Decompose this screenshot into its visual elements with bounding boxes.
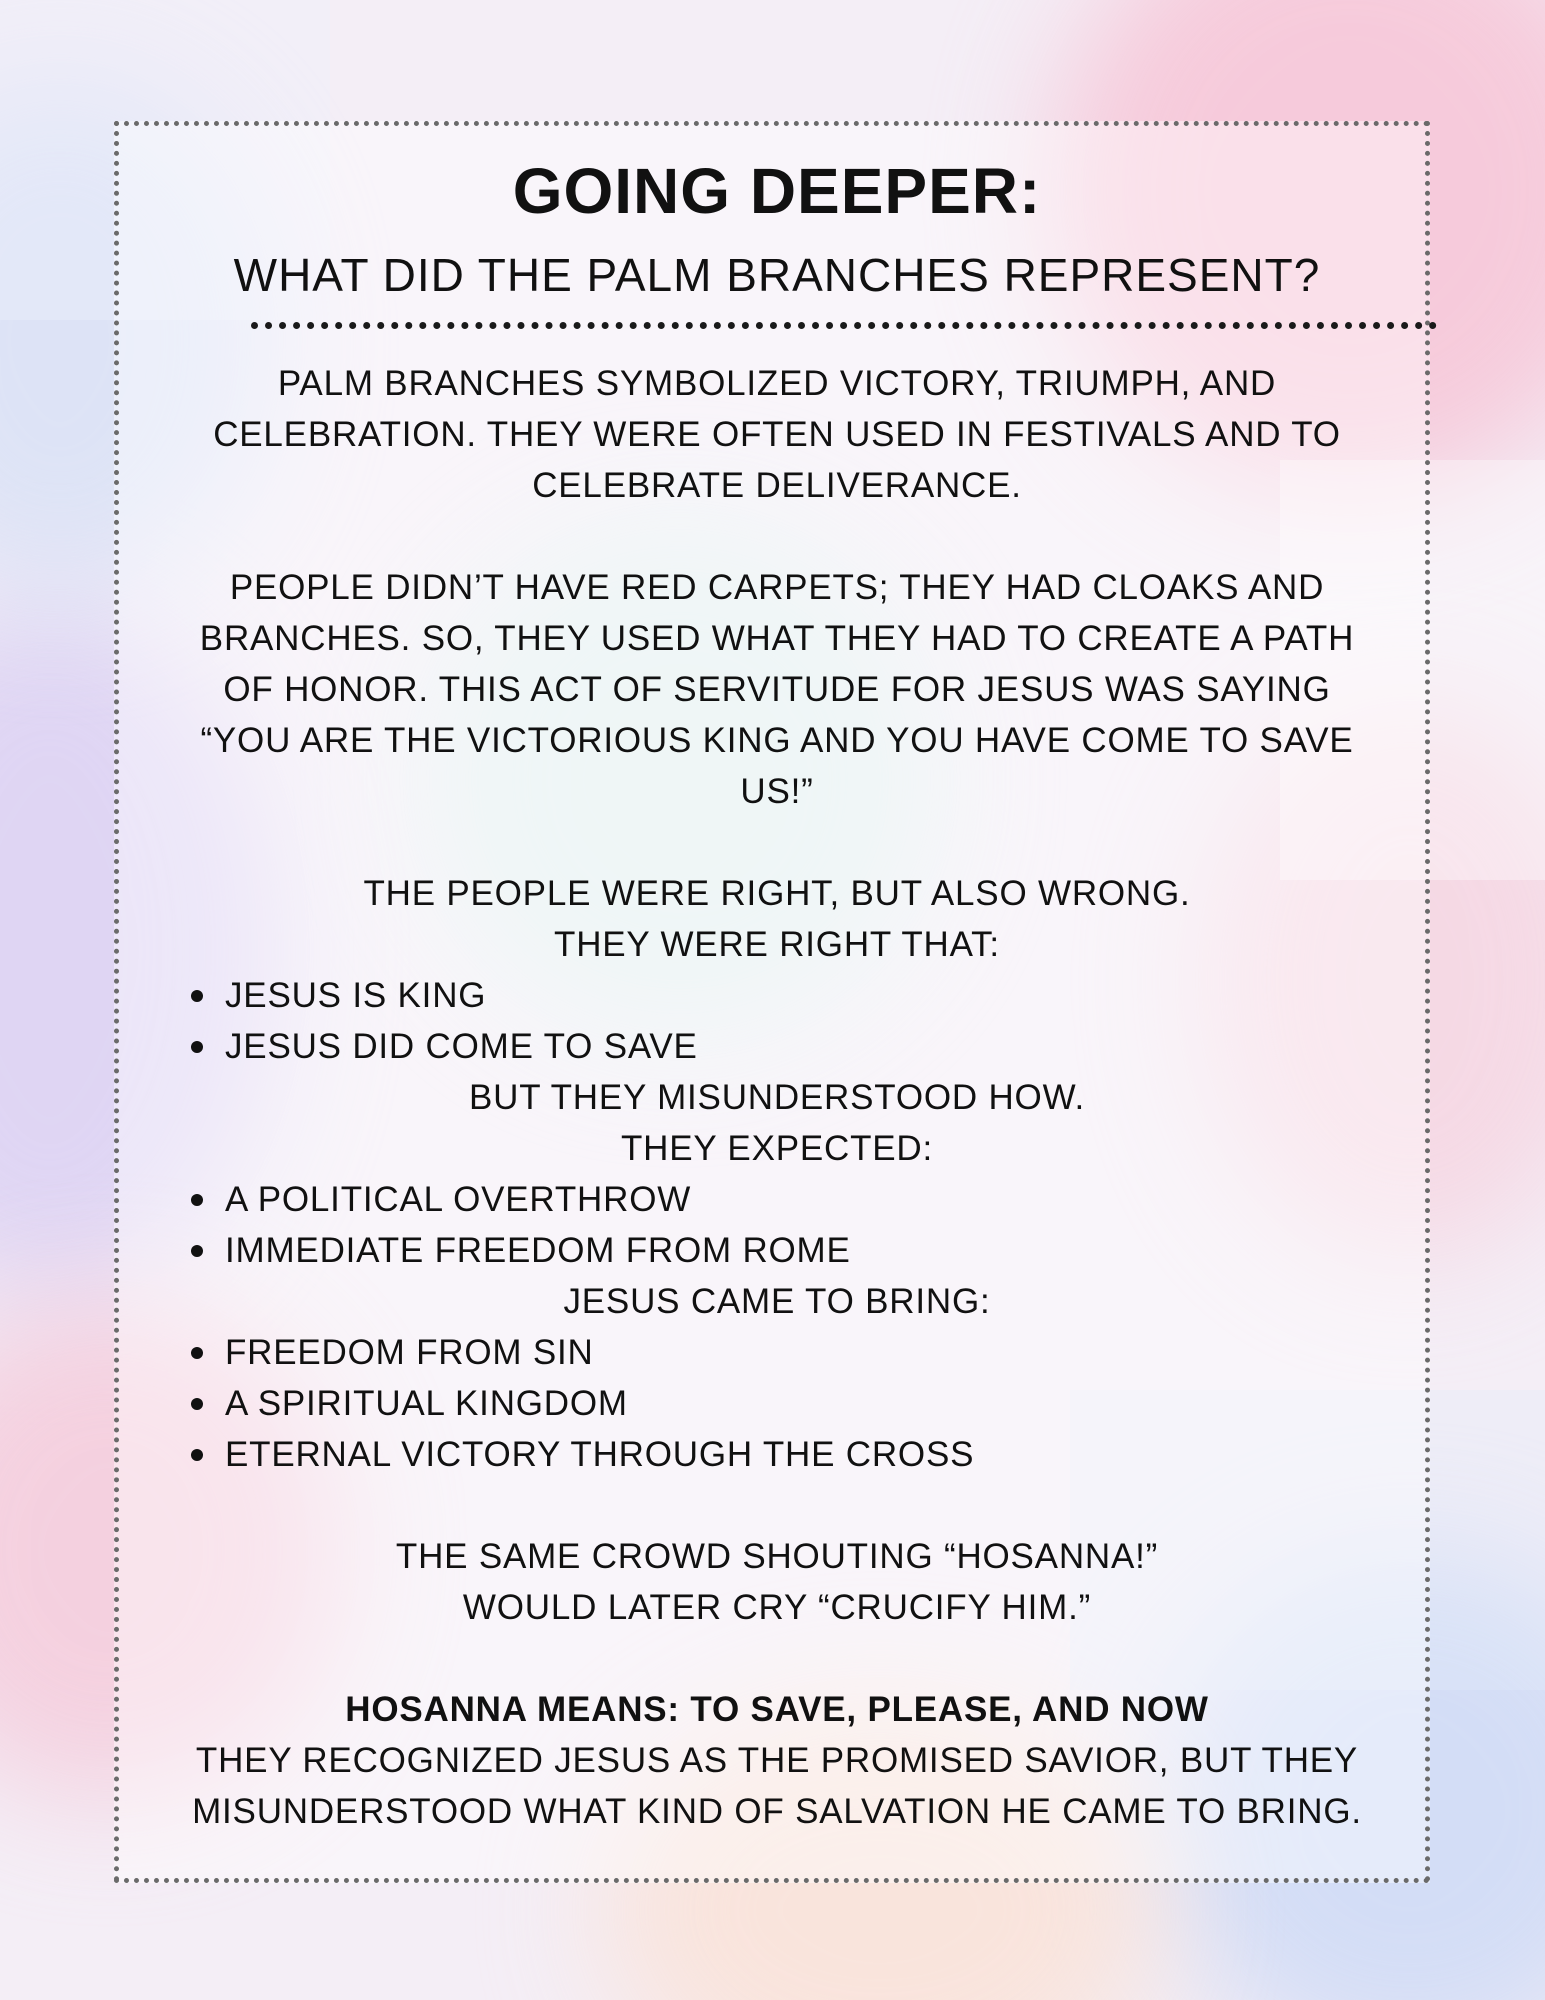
paragraph-gap — [179, 511, 1375, 562]
text-line: THE SAME CROWD SHOUTING “HOSANNA!” — [395, 1537, 1159, 1576]
bullet-icon — [191, 1398, 203, 1410]
list-item-text: A POLITICAL OVERTHROW — [225, 1180, 692, 1219]
list-item-text: IMMEDIATE FREEDOM FROM ROME — [225, 1231, 851, 1270]
dotted-divider — [251, 322, 1437, 329]
list-item-text: FREEDOM FROM SIN — [225, 1333, 594, 1372]
text-line: PEOPLE DIDN’T HAVE RED CARPETS; THEY HAD CLOAKS AND — [229, 568, 1325, 607]
bullet-icon — [191, 1194, 203, 1206]
text-line: THEY WERE RIGHT THAT: — [554, 925, 1000, 964]
list-item-text: JESUS IS KING — [225, 976, 487, 1015]
text-line: CELEBRATION. THEY WERE OFTEN USED IN FESTIVALS AND TO — [213, 415, 1341, 454]
text-line: THEY RECOGNIZED JESUS AS THE PROMISED SAVIOR, BUT THEY — [195, 1741, 1359, 1780]
content-frame — [114, 121, 1430, 1883]
text-line: CELEBRATE DELIVERANCE. — [532, 466, 1022, 505]
text-line: US!” — [740, 772, 814, 811]
bullet-icon — [191, 1041, 203, 1053]
list-item — [225, 1429, 1375, 1480]
list-item — [225, 970, 1375, 1021]
list-item-text: A SPIRITUAL KINGDOM — [225, 1384, 628, 1423]
text-line: PALM BRANCHES SYMBOLIZED VICTORY, TRIUMPH, AND — [277, 364, 1277, 403]
paragraph-gap — [179, 1480, 1375, 1531]
text-line: BRANCHES. SO, THEY USED WHAT THEY HAD TO CREATE A PATH — [199, 619, 1355, 658]
bring-list — [179, 1327, 1375, 1480]
text-line: THEY EXPECTED: — [620, 1129, 933, 1168]
page-subtitle: WHAT DID THE PALM BRANCHES REPRESENT? — [233, 249, 1321, 301]
text-line: OF HONOR. THIS ACT OF SERVITUDE FOR JESUS WAS SAYING — [223, 670, 1331, 709]
list-item-text: JESUS DID COME TO SAVE — [225, 1027, 698, 1066]
hosanna-heading: HOSANNA MEANS: TO SAVE, PLEASE, AND NOW — [345, 1690, 1209, 1729]
right-list — [179, 970, 1375, 1072]
paragraph-gap — [179, 817, 1375, 868]
text-line: BUT THEY MISUNDERSTOOD HOW. — [468, 1078, 1086, 1117]
list-item — [225, 1225, 1375, 1276]
bullet-icon — [191, 1347, 203, 1359]
page-title: GOING DEEPER: — [512, 155, 1042, 227]
bullet-icon — [191, 990, 203, 1002]
list-item — [225, 1174, 1375, 1225]
list-item — [225, 1378, 1375, 1429]
content-area — [179, 126, 1375, 1878]
list-item-text: ETERNAL VICTORY THROUGH THE CROSS — [225, 1435, 975, 1474]
paragraph-gap — [179, 1633, 1375, 1684]
text-line: MISUNDERSTOOD WHAT KIND OF SALVATION HE CAME TO BRING. — [192, 1792, 1362, 1831]
text-line: JESUS CAME TO BRING: — [563, 1282, 991, 1321]
text-line: WOULD LATER CRY “CRUCIFY HIM.” — [462, 1588, 1092, 1627]
list-item — [225, 1327, 1375, 1378]
text-line: “YOU ARE THE VICTORIOUS KING AND YOU HAVE COME TO SAVE — [200, 721, 1354, 760]
list-item — [225, 1021, 1375, 1072]
bullet-icon — [191, 1449, 203, 1461]
bullet-icon — [191, 1245, 203, 1257]
body-text — [179, 358, 1375, 1837]
text-line: THE PEOPLE WERE RIGHT, BUT ALSO WRONG. — [363, 874, 1191, 913]
expected-list — [179, 1174, 1375, 1276]
